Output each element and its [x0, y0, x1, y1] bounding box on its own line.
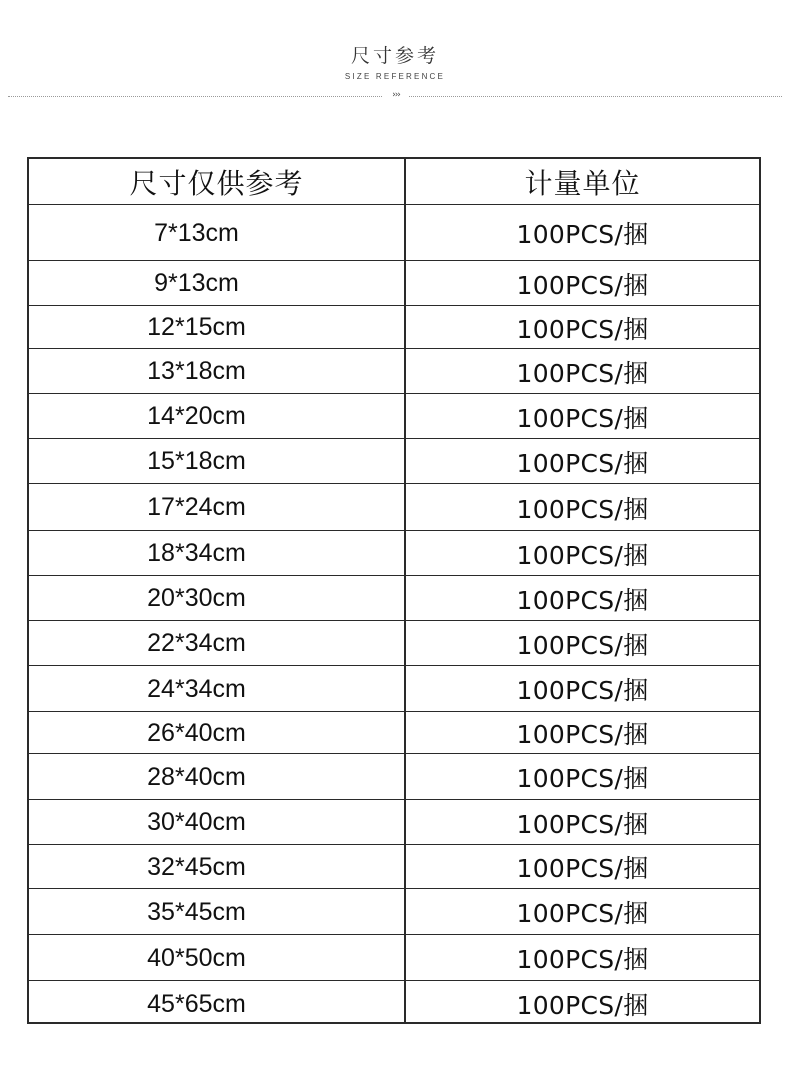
- unit-value: 100PCS/捆: [516, 854, 649, 883]
- unit-value: 100PCS/捆: [516, 809, 649, 839]
- size-cell: [29, 889, 404, 935]
- size-value: 26*40cm: [147, 718, 246, 747]
- unit-cell: [406, 261, 759, 306]
- table-row: [29, 888, 759, 935]
- size-cell: [29, 531, 404, 576]
- table-row: [29, 393, 759, 439]
- unit-value: 100PCS/捆: [516, 720, 649, 749]
- unit-cell: [406, 935, 759, 981]
- unit-cell: [406, 712, 759, 754]
- unit-cell: [406, 484, 759, 531]
- table-row: [29, 305, 759, 349]
- size-cell: [29, 439, 404, 484]
- unit-value: 100PCS/捆: [516, 899, 649, 928]
- table-row: [29, 934, 759, 981]
- unit-value: 100PCS/捆: [516, 314, 649, 344]
- chevrons-icon: ›››: [383, 90, 409, 100]
- table-row: [29, 530, 759, 576]
- table-row: [29, 844, 759, 889]
- table-row: [29, 799, 759, 845]
- size-cell: [29, 981, 404, 1027]
- table-row: [29, 620, 759, 666]
- unit-cell: [406, 439, 759, 484]
- table-header-row: [29, 159, 759, 204]
- size-value: 22*34cm: [147, 629, 246, 657]
- unit-value: 100PCS/捆: [516, 494, 649, 524]
- table-row: [29, 348, 759, 394]
- table-row: [29, 711, 759, 754]
- unit-value: 100PCS/捆: [516, 358, 649, 388]
- column-header-unit: 计量单位: [524, 166, 641, 200]
- size-cell: [29, 306, 404, 349]
- column-header-size: 尺寸仅供参考: [129, 166, 304, 200]
- size-cell: [29, 845, 404, 889]
- size-value: 12*15cm: [147, 313, 246, 341]
- size-value: 14*20cm: [147, 402, 246, 430]
- unit-cell: [406, 845, 759, 889]
- table-row: [29, 204, 759, 261]
- unit-value: 100PCS/捆: [516, 403, 649, 433]
- unit-value: 100PCS/捆: [516, 540, 649, 570]
- size-cell: [29, 666, 404, 712]
- unit-cell: [406, 800, 759, 845]
- size-value: 30*40cm: [147, 808, 246, 836]
- unit-value: 100PCS/捆: [516, 945, 649, 974]
- unit-cell: [406, 981, 759, 1027]
- size-cell: [29, 576, 404, 621]
- size-value: 7*13cm: [154, 218, 239, 247]
- size-value: 45*65cm: [147, 989, 246, 1018]
- page-subtitle: SIZE REFERENCE: [344, 72, 446, 81]
- unit-cell: [406, 306, 759, 349]
- size-value: 18*34cm: [147, 539, 246, 567]
- size-value: 13*18cm: [147, 357, 246, 385]
- unit-value: 100PCS/捆: [516, 764, 649, 793]
- size-cell: [29, 935, 404, 981]
- size-value: 20*30cm: [147, 584, 246, 612]
- size-value: 28*40cm: [147, 762, 246, 791]
- page-title: 尺寸参考: [350, 45, 439, 67]
- size-value: 17*24cm: [147, 493, 246, 521]
- size-cell: [29, 754, 404, 800]
- size-value: 15*18cm: [147, 447, 246, 475]
- page-header: [0, 44, 790, 82]
- unit-value: 100PCS/捆: [516, 676, 649, 705]
- table-row: [29, 438, 759, 484]
- unit-value: 100PCS/捆: [516, 220, 649, 249]
- unit-value: 100PCS/捆: [516, 448, 649, 478]
- table-row: [29, 260, 759, 306]
- unit-value: 100PCS/捆: [516, 270, 649, 300]
- size-value: 9*13cm: [154, 269, 239, 297]
- size-value: 40*50cm: [147, 943, 246, 972]
- table-row: [29, 753, 759, 800]
- unit-cell: [406, 349, 759, 394]
- unit-cell: [406, 576, 759, 621]
- unit-cell: [406, 531, 759, 576]
- table-row: [29, 575, 759, 621]
- size-table: [27, 157, 761, 1024]
- table-row: [29, 483, 759, 531]
- size-cell: [29, 349, 404, 394]
- unit-cell: [406, 205, 759, 261]
- size-value: 35*45cm: [147, 897, 246, 926]
- size-value: 24*34cm: [147, 674, 246, 703]
- unit-value: 100PCS/捆: [516, 585, 649, 615]
- unit-value: 100PCS/捆: [516, 630, 649, 660]
- size-value: 32*45cm: [147, 852, 246, 881]
- size-cell: [29, 621, 404, 666]
- table-row: [29, 980, 759, 1027]
- size-cell: [29, 261, 404, 306]
- unit-cell: [406, 394, 759, 439]
- size-cell: [29, 712, 404, 754]
- unit-cell: [406, 889, 759, 935]
- size-cell: [29, 394, 404, 439]
- unit-cell: [406, 666, 759, 712]
- size-cell: [29, 800, 404, 845]
- unit-cell: [406, 621, 759, 666]
- size-cell: [29, 484, 404, 531]
- unit-value: 100PCS/捆: [516, 991, 649, 1020]
- size-cell: [29, 205, 404, 261]
- unit-cell: [406, 754, 759, 800]
- table-row: [29, 665, 759, 712]
